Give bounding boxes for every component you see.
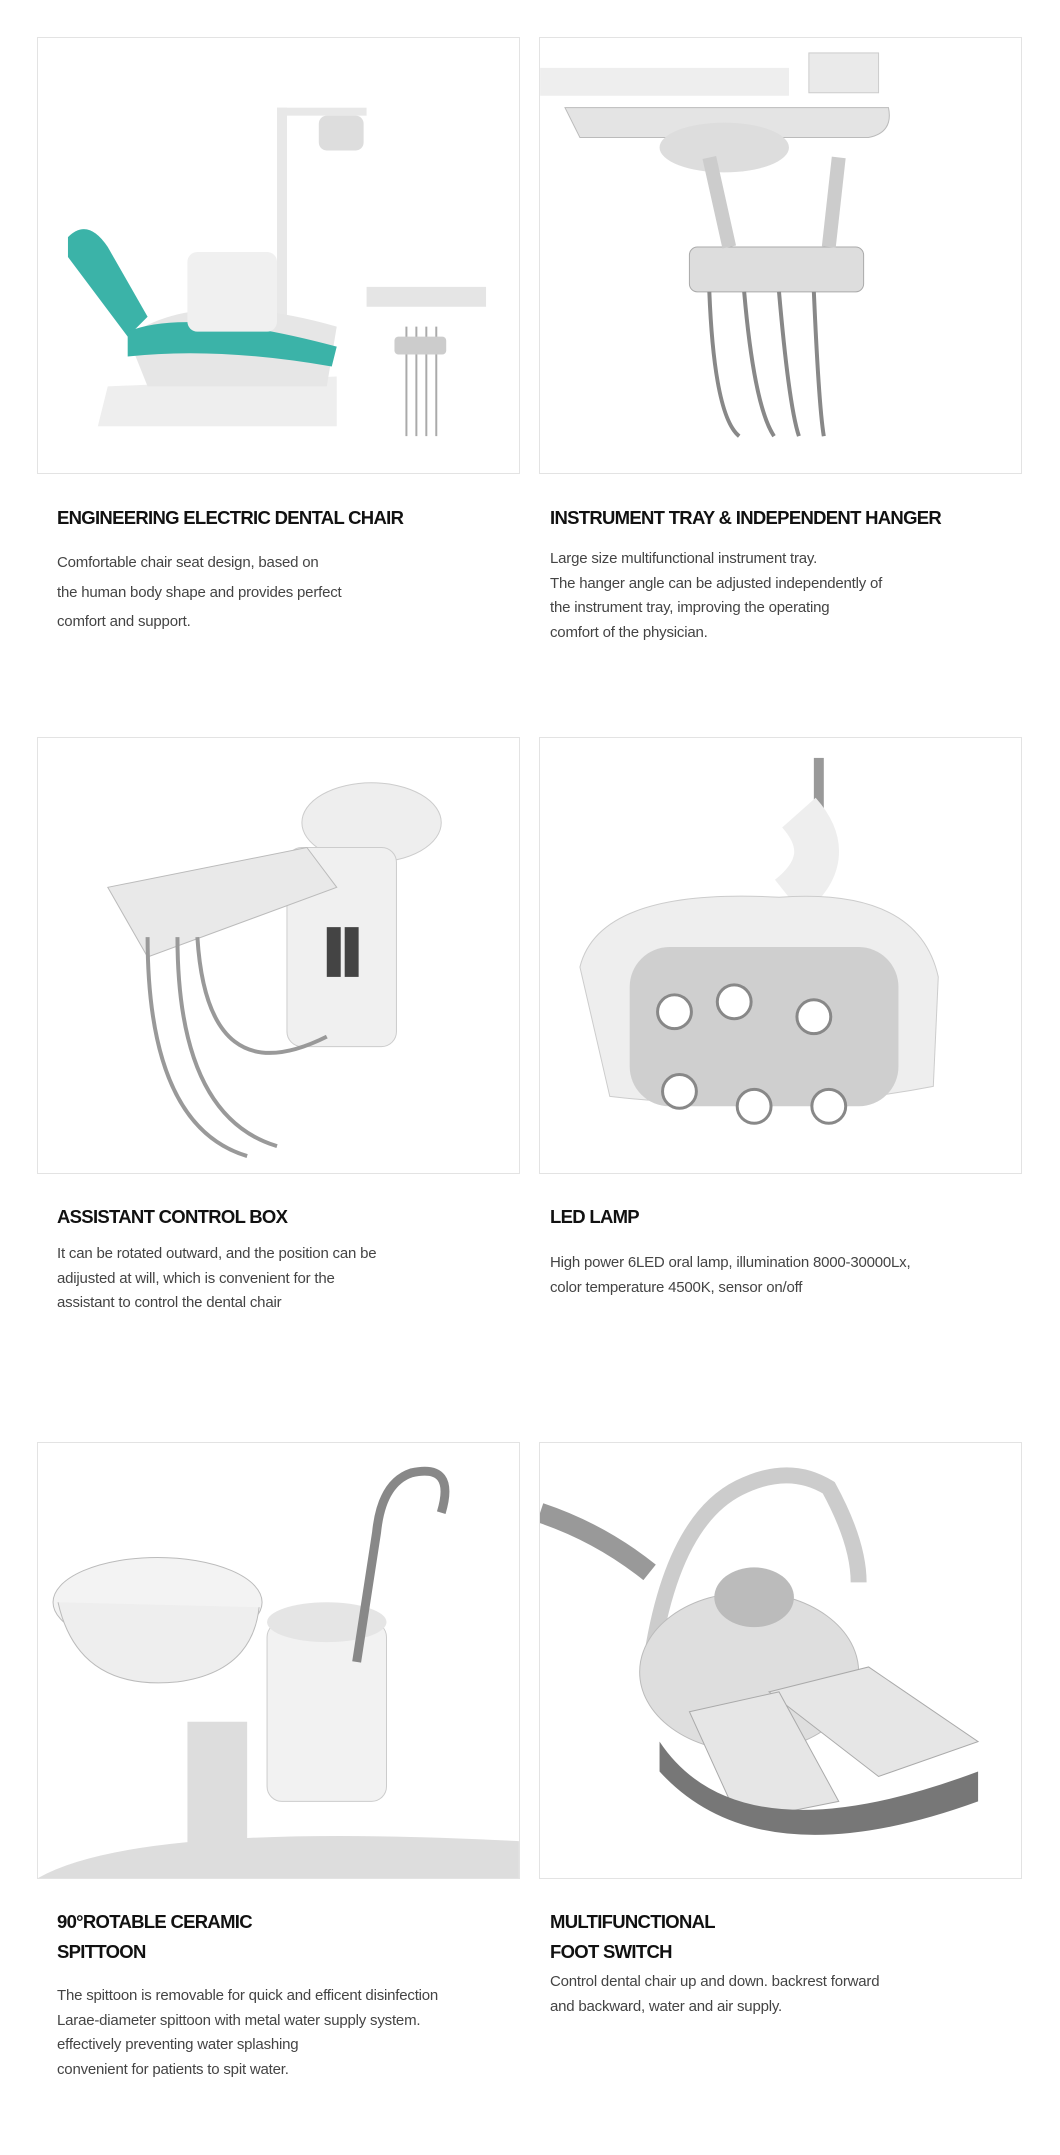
foot-switch-image [539,1442,1022,1879]
feature-description: Control dental chair up and down. backrest forward and backward, water and air supply. [550,1973,880,2015]
instrument-tray-image [539,37,1022,474]
dental-chair-image [37,37,520,474]
feature-description: The spittoon is removable for quick and efficent disinfection Larae-diameter spittoon with metal water supply system. effectively preventing water splashing convenient for patients to spit water. [57,1987,439,2078]
led-lamp-image [539,737,1022,1174]
ceramic-spittoon-image [37,1442,520,1879]
feature-description: Comfortable chair seat design, based on the human body shape and provides perfect comfort and support. [57,554,342,630]
feature-title: 90°ROTABLE CERAMIC SPITTOON [57,1911,252,1962]
feature-title: LED LAMP [550,1206,639,1227]
feature-title: ASSISTANT CONTROL BOX [57,1206,288,1227]
feature-description: It can be rotated outward, and the position can be adijusted at will, which is convenient for the assistant to control the dental chair [57,1245,377,1311]
feature-title: ENGINEERING ELECTRIC DENTAL CHAIR [57,507,404,528]
feature-title: INSTRUMENT TRAY & INDEPENDENT HANGER [550,507,942,528]
assistant-control-box-image [37,737,520,1174]
feature-description: Large size multifunctional instrument tray. The hanger angle can be adjusted independently of the instrument tray, improving the operating comfort of the physician. [550,550,883,641]
feature-title: MULTIFUNCTIONAL FOOT SWITCH [550,1911,715,1962]
feature-description: High power 6LED oral lamp, illumination 8000-30000Lx, color temperature 4500K, sensor on/off [550,1254,911,1296]
